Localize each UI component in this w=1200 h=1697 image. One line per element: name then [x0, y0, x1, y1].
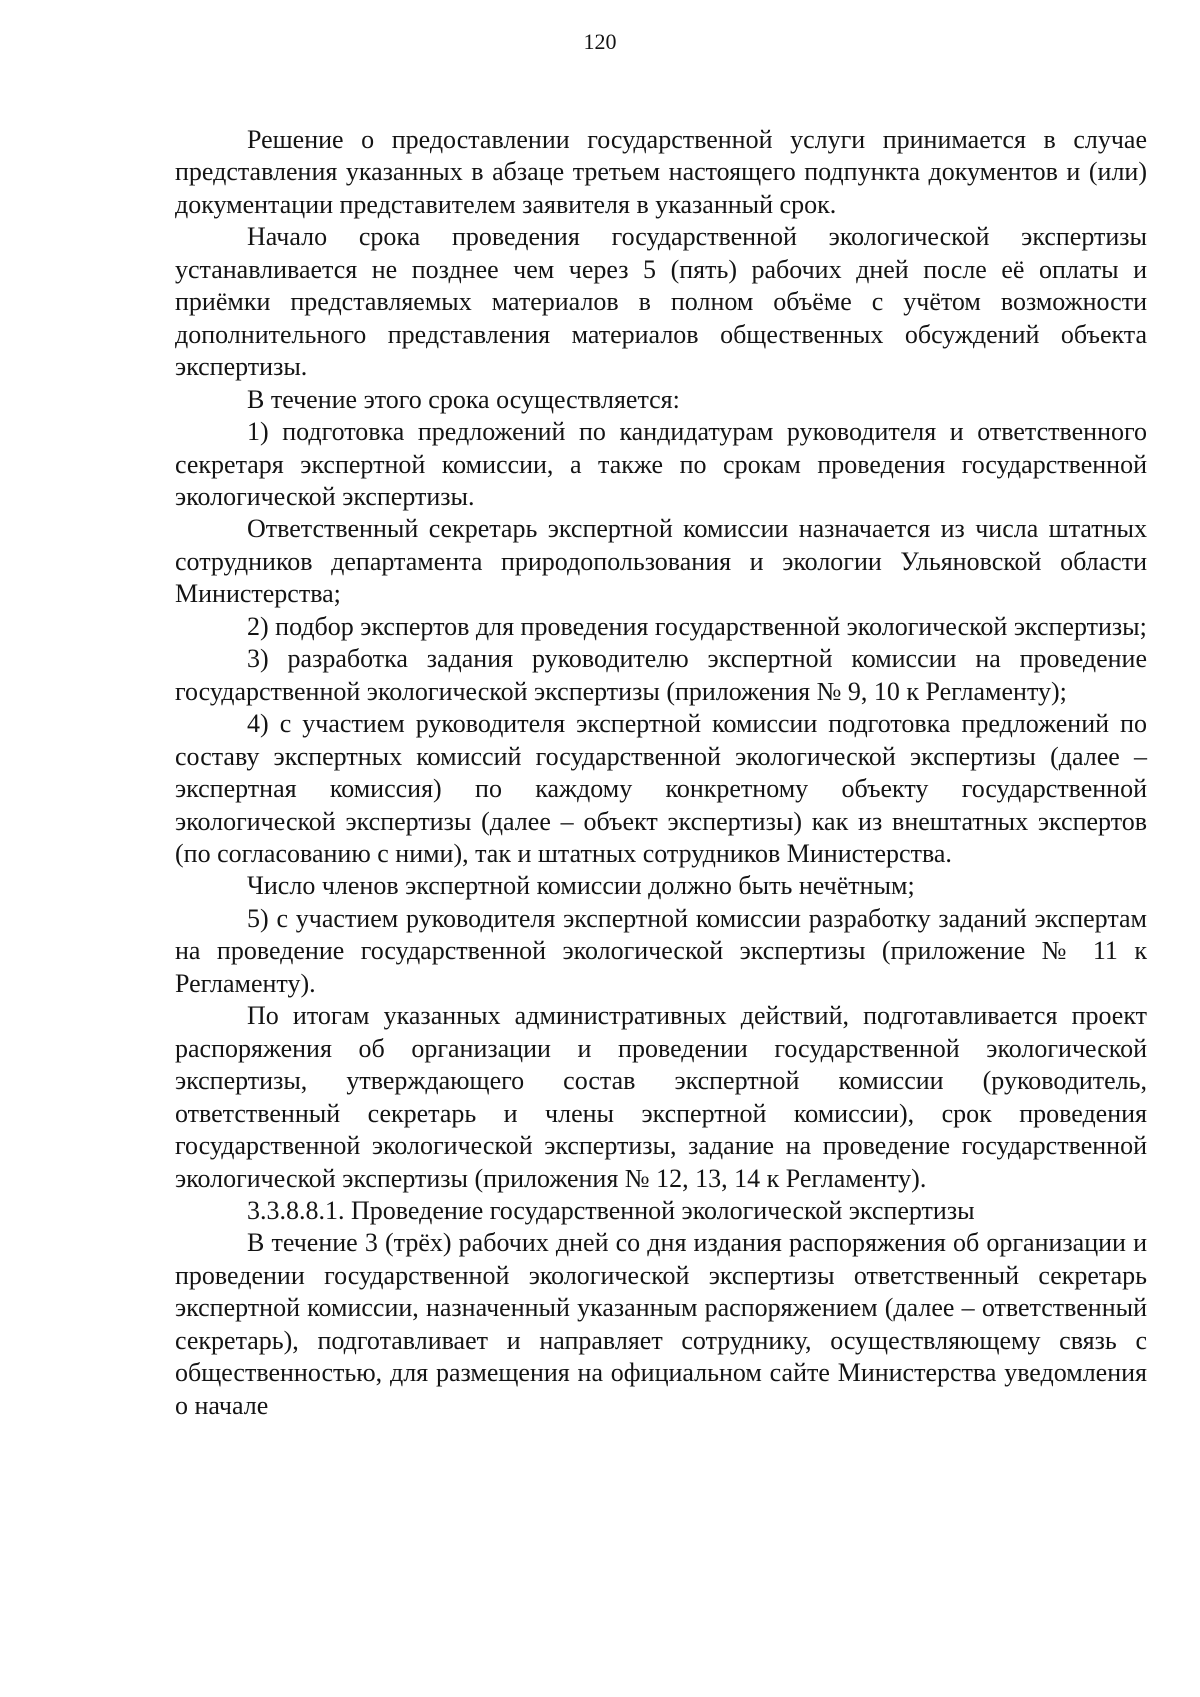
paragraph: 2) подбор экспертов для проведения государственной экологической экспертизы; [247, 611, 1147, 641]
paragraph: 4) с участием руководителя экспертной комиссии подготовка предложений по составу экспертных комиссий государственной экологической экспертизы (далее – экспертная комиссия) по каждому конкретному объекту государственной экологической экспертизы (далее – объект экспертизы) как из внештатных экспертов (по согласованию с ними), так и штатных сотрудников Министерства. [175, 709, 1147, 868]
paragraph: По итогам указанных административных действий, подготавливается проект распоряжения об организации и проведении государственной экологической экспертизы, утверждающего состав экспертной комиссии (руководитель, ответственный секретарь и члены экспертной комиссии), срок проведения государственной экологической экспертизы, задание на проведение государственной экологической экспертизы (приложения № 12, 13, 14 к Регламенту). [175, 1001, 1147, 1193]
paragraph: В течение этого срока осуществляется: [247, 384, 680, 414]
paragraph: Ответственный секретарь экспертной комиссии назначается из числа штатных сотрудников департамента природопользования и экологии Ульяновской области Министерства; [175, 514, 1147, 609]
paragraph: Начало срока проведения государственной экологической экспертизы устанавливается не позднее чем через 5 (пять) рабочих дней после её оплаты и приёмки представляемых материалов в полном объёме с учётом возможности дополнительного представления материалов общественных обсуждений объекта экспертизы. [175, 222, 1147, 382]
paragraph: 5) с участием руководителя экспертной комиссии разработку заданий экспертам на проведение государственной экологической экспертизы (приложение № 11 к Регламенту). [175, 903, 1147, 998]
section-heading: 3.3.8.8.1. Проведение государственной экологической экспертизы [247, 1195, 975, 1225]
paragraph: Решение о предоставлении государственной услуги принимается в случае представления указанных в абзаце третьем настоящего подпункта документов и (или) документации представителем заявителя в указанный срок. [175, 125, 1147, 219]
document-body [175, 124, 1147, 1422]
paragraph: Число членов экспертной комиссии должно быть нечётным; [247, 871, 915, 901]
paragraph: 3) разработка задания руководителю экспертной комиссии на проведение государственной экологической экспертизы (приложения № 9, 10 к Регламенту); [175, 644, 1147, 706]
page-number: 120 [583, 29, 617, 54]
paragraph: В течение 3 (трёх) рабочих дней со дня издания распоряжения об организации и проведении государственной экологической экспертизы ответственный секретарь экспертной комиссии, назначенный указанным распоряжением (далее – ответственный секретарь), подготавливает и направляет сотруднику, осуществляющему связь с общественностью, для размещения на официальном сайте Министерства уведомления о начале [175, 1228, 1147, 1420]
paragraph: 1) подготовка предложений по кандидатурам руководителя и ответственного секретаря экспертной комиссии, а также по срокам проведения государственной экологической экспертизы. [175, 417, 1147, 511]
